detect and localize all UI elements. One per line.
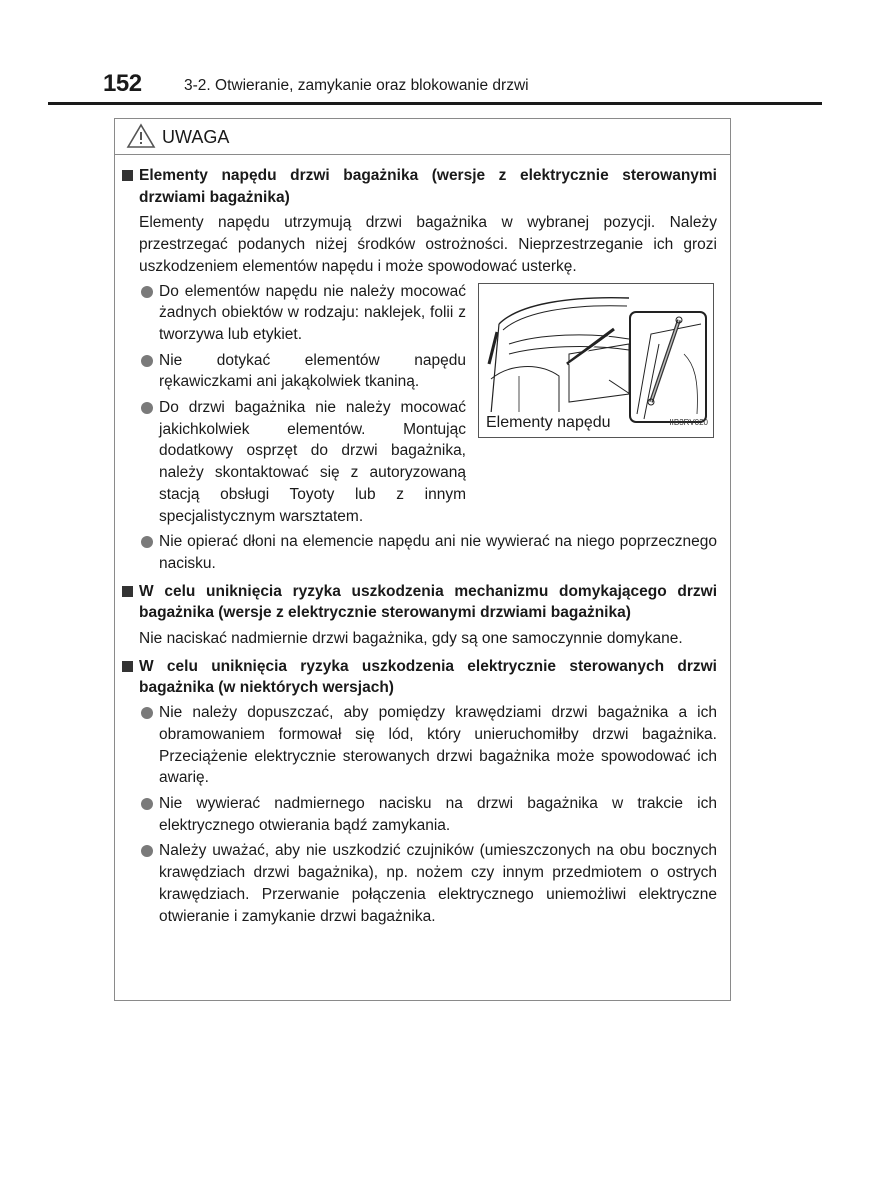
section-title: W celu uniknięcia ryzyka uszkodzenia elektrycznie sterowanych drzwi bagażnika (w niektórych wersjach) [121,656,717,699]
bullet-item: Do elementów napędu nie należy mocować żadnych obiektów w rodzaju: naklejek, folii z tworzywa lub etykiet. [121,281,466,346]
warning-header [115,119,730,155]
warning-title: UWAGA [162,127,230,147]
section-paragraph: Elementy napędu utrzymują drzwi bagażnika w wybranej pozycji. Należy przestrzegać podanych niżej środków ostrożności. Nieprzestrzeganie ich grozi uszkodzeniem elementów napędu i może spowodować usterkę. [139,214,717,275]
bullet-item: Nie należy dopuszczać, aby pomiędzy krawędziami drzwi bagażnika a ich obramowaniem formował się lód, który unieruchomiłby drzwi bagażnika. Przeciążenie elektrycznie sterowanych drzwi bagażnika może spowodować ich awarię. [121,702,717,789]
section-power-tailgate [121,656,717,927]
bullet-dot-icon [141,536,153,548]
page-number: 152 [103,70,142,97]
warning-content [121,165,717,931]
section-title: W celu uniknięcia ryzyka uszkodzenia mechanizmu domykającego drzwi bagażnika (wersje z elektrycznie sterowanymi drzwiami bagażnika) [121,581,717,624]
bullet-dot-icon [141,286,153,298]
warning-triangle-icon [126,123,156,149]
figure-code: IIB3RV020 [669,417,708,427]
warning-box [114,118,731,1001]
bullet-dot-icon [141,707,153,719]
header-rule [48,102,822,105]
bullet-dot-icon [141,355,153,367]
square-bullet-icon [122,586,133,597]
bullet-dot-icon [141,845,153,857]
square-bullet-icon [122,170,133,181]
bullet-item: Nie dotykać elementów napędu rękawiczkami ani jakąkolwiek tkaniną. [121,350,466,393]
actuator-illustration [478,283,714,438]
section-title: Elementy napędu drzwi bagażnika (wersje z elektrycznie sterowanymi drzwiami bagażnika) [121,165,717,208]
bullet-item: Nie wywierać nadmiernego nacisku na drzwi bagażnika w trakcie ich elektrycznego otwierania bądź zamykania. [121,793,717,836]
bullet-dot-icon [141,402,153,414]
section-paragraph: Nie naciskać nadmiernie drzwi bagażnika, gdy są one samoczynnie domykane. [139,630,683,648]
chapter-title: 3-2. Otwieranie, zamykanie oraz blokowanie drzwi [184,77,529,94]
figure-label: Elementy napędu [486,412,613,434]
bullet-item: Nie opierać dłoni na elemencie napędu ani nie wywierać na niego poprzecznego nacisku. [121,531,717,574]
section-closer [121,581,717,650]
bullet-dot-icon [141,798,153,810]
section-actuators [121,165,717,575]
bullet-item: Do drzwi bagażnika nie należy mocować jakichkolwiek elementów. Montując dodatkowy osprzęt do drzwi bagażnika, należy skontaktować się z autoryzowaną stacją obsługi Toyoty lub z innym specjalistycznym warsztatem. [121,397,466,527]
square-bullet-icon [122,661,133,672]
bullet-item: Należy uważać, aby nie uszkodzić czujników (umieszczonych na obu bocznych krawędziach drzwi bagażnika), np. nożem czy innym przedmiotem o ostrych krawędziach. Przerwanie połączenia elektrycznego uniemożliwi elektryczne otwieranie i zamykanie drzwi bagażnika. [121,840,717,927]
